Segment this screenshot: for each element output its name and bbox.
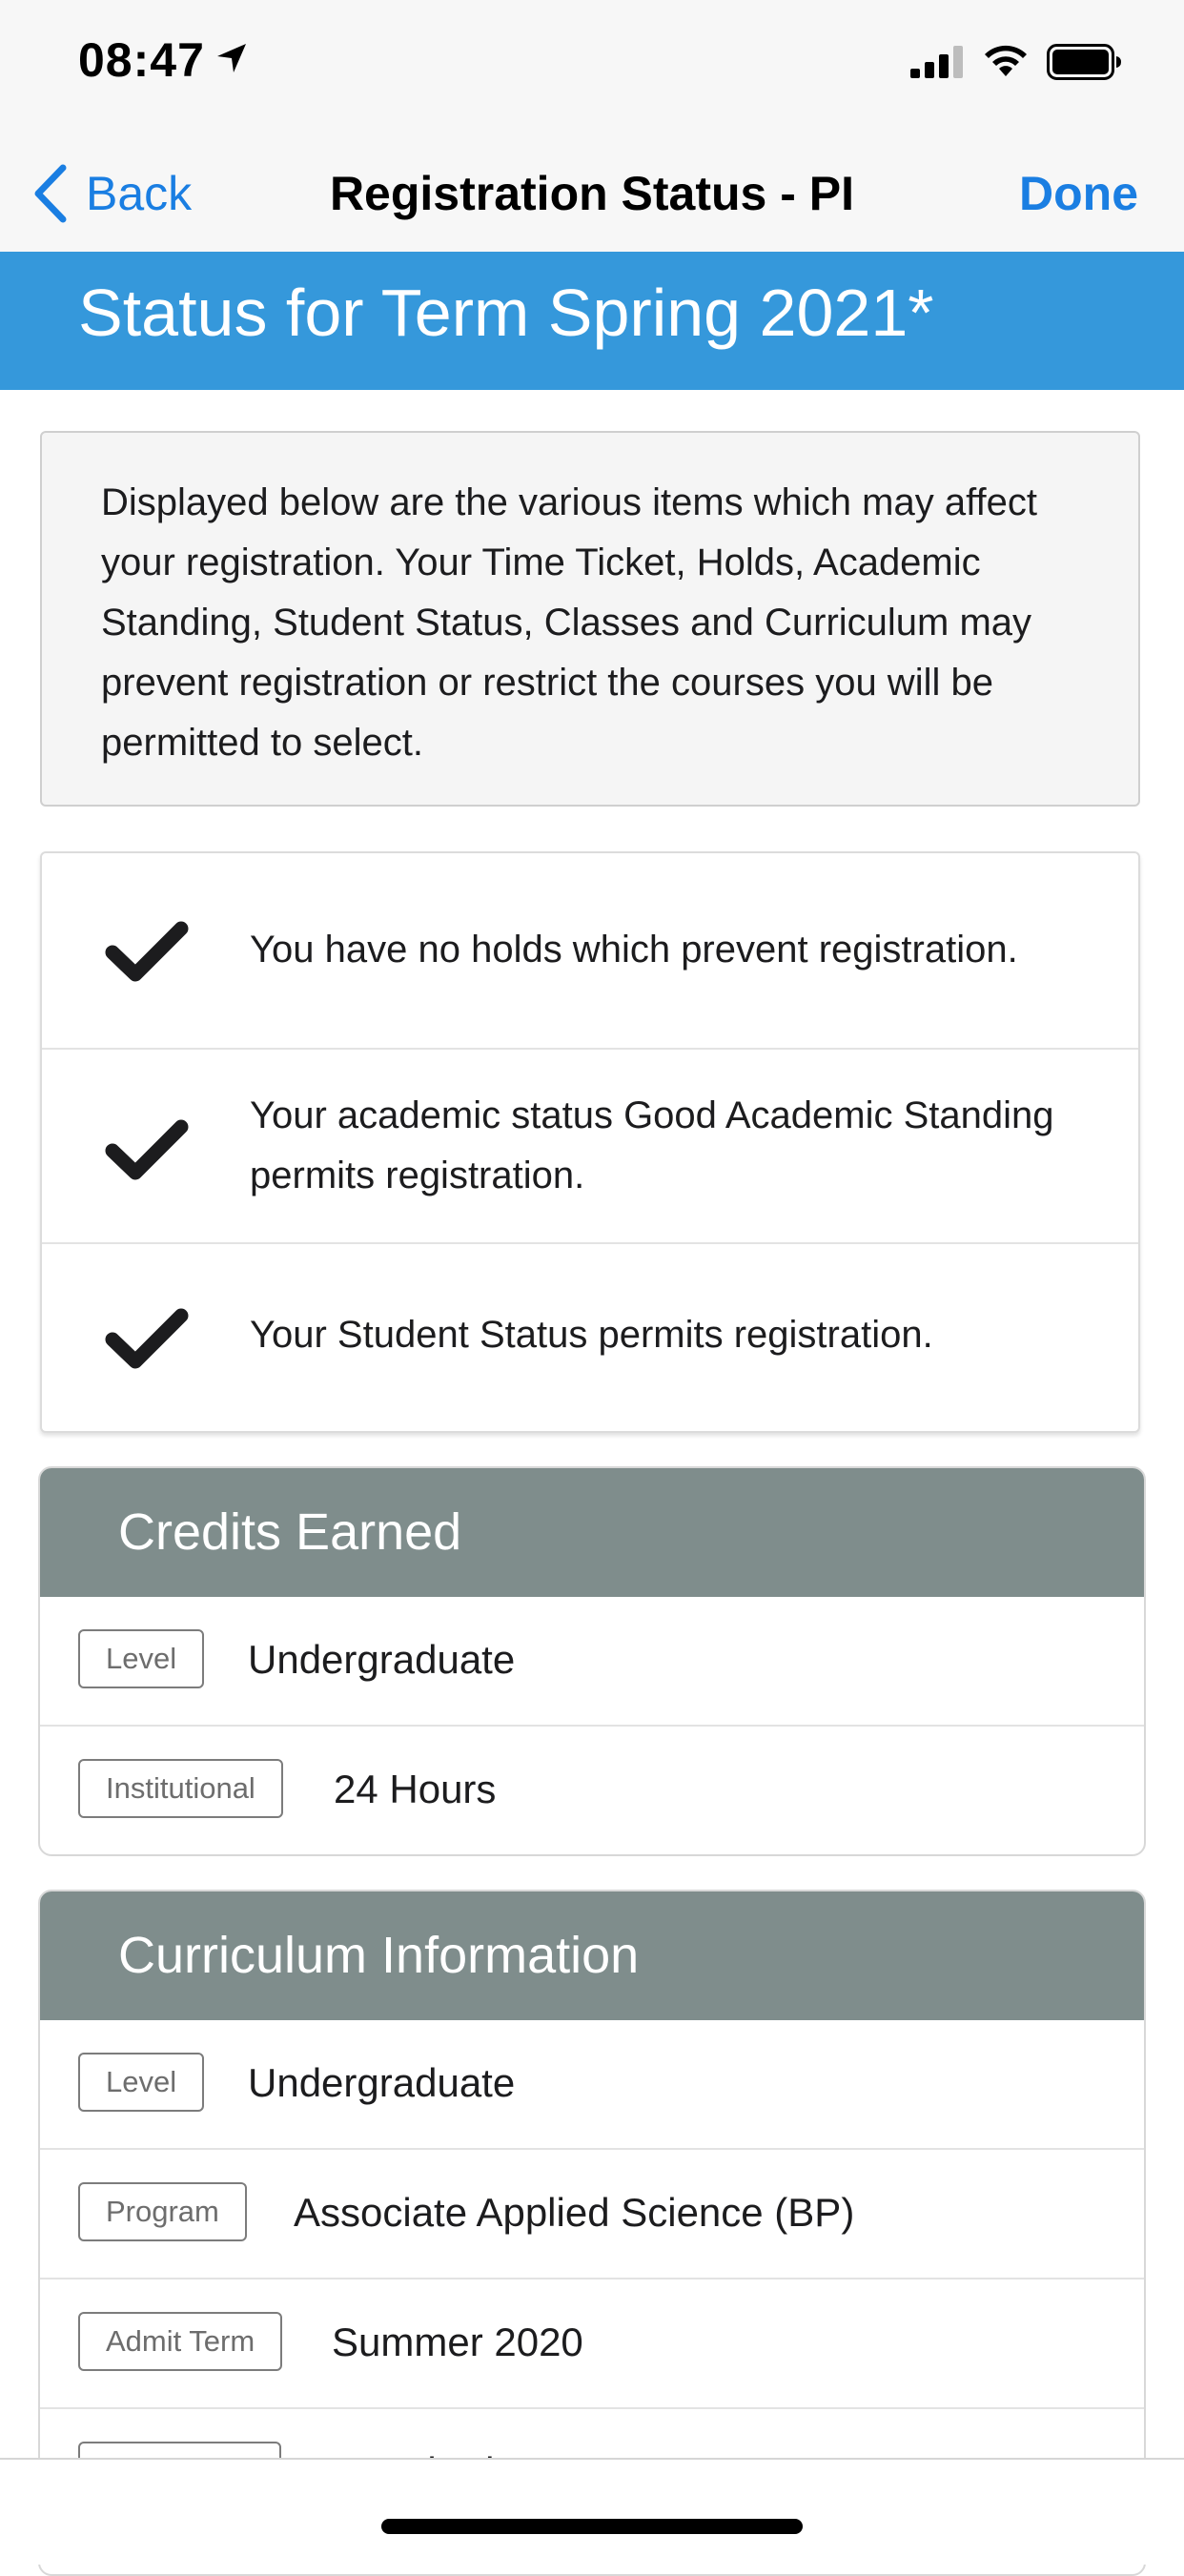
check-item-holds — [42, 853, 1138, 1048]
list-item — [40, 2020, 1144, 2148]
panel-title: Curriculum Information — [118, 1927, 640, 1984]
field-tag: Level — [78, 2053, 204, 2112]
check-item-text: Your Student Status permits registration. — [250, 1314, 933, 1356]
checkmark-icon — [105, 1118, 189, 1186]
status-checks-card — [40, 851, 1140, 1433]
back-button[interactable] — [31, 160, 192, 227]
term-banner — [0, 252, 1184, 390]
checkmark-icon — [105, 1307, 189, 1375]
battery-icon — [1047, 44, 1123, 85]
info-text: Displayed below are the various items which may affect your registration. Your Time Ticket, Holds, Academic Standing, Student Status, Classes and Curriculum may prevent registration or restrict the courses you will be permitted to select. — [101, 481, 1037, 764]
field-tag: Program — [78, 2182, 247, 2241]
field-value: 24 Hours — [334, 1767, 497, 1811]
status-bar — [0, 0, 1184, 133]
info-box — [40, 431, 1140, 807]
page-title: Registration Status - PI — [329, 167, 855, 220]
panel-header — [40, 1891, 1144, 2020]
field-value: Undergraduate — [248, 2060, 516, 2105]
panel-header — [40, 1468, 1144, 1597]
field-value: Associate Applied Science (BP) — [294, 2190, 855, 2235]
cellular-signal-icon — [910, 46, 964, 83]
panel-title: Credits Earned — [118, 1503, 462, 1561]
list-item — [40, 1597, 1144, 1725]
back-button-label: Back — [86, 167, 193, 220]
checkmark-icon — [105, 920, 189, 988]
navigation-bar — [0, 133, 1184, 253]
credits-earned-panel — [38, 1466, 1146, 1856]
check-item-academic-status — [42, 1048, 1138, 1242]
field-tag: Level — [78, 1629, 204, 1688]
field-value: Undergraduate — [248, 1637, 516, 1682]
term-title: Status for Term Spring 2021* — [78, 276, 934, 350]
list-item — [40, 1725, 1144, 1854]
list-item — [40, 2278, 1144, 2407]
bottom-bar — [0, 2458, 1184, 2565]
done-button[interactable]: Done — [1019, 167, 1138, 220]
wifi-icon — [982, 42, 1030, 83]
location-arrow-icon — [215, 42, 248, 79]
field-tag: Institutional — [78, 1759, 283, 1818]
status-time: 08:47 — [78, 33, 205, 87]
list-item — [40, 2148, 1144, 2278]
field-tag: Admit Term — [78, 2312, 282, 2371]
chevron-left-icon — [31, 164, 69, 223]
check-item-text: You have no holds which prevent registration. — [250, 929, 1018, 971]
field-value: Summer 2020 — [332, 2320, 583, 2364]
check-item-text: Your academic status Good Academic Standing permits registration. — [250, 1094, 1054, 1196]
check-item-student-status — [42, 1242, 1138, 1431]
home-indicator[interactable] — [381, 2519, 803, 2534]
